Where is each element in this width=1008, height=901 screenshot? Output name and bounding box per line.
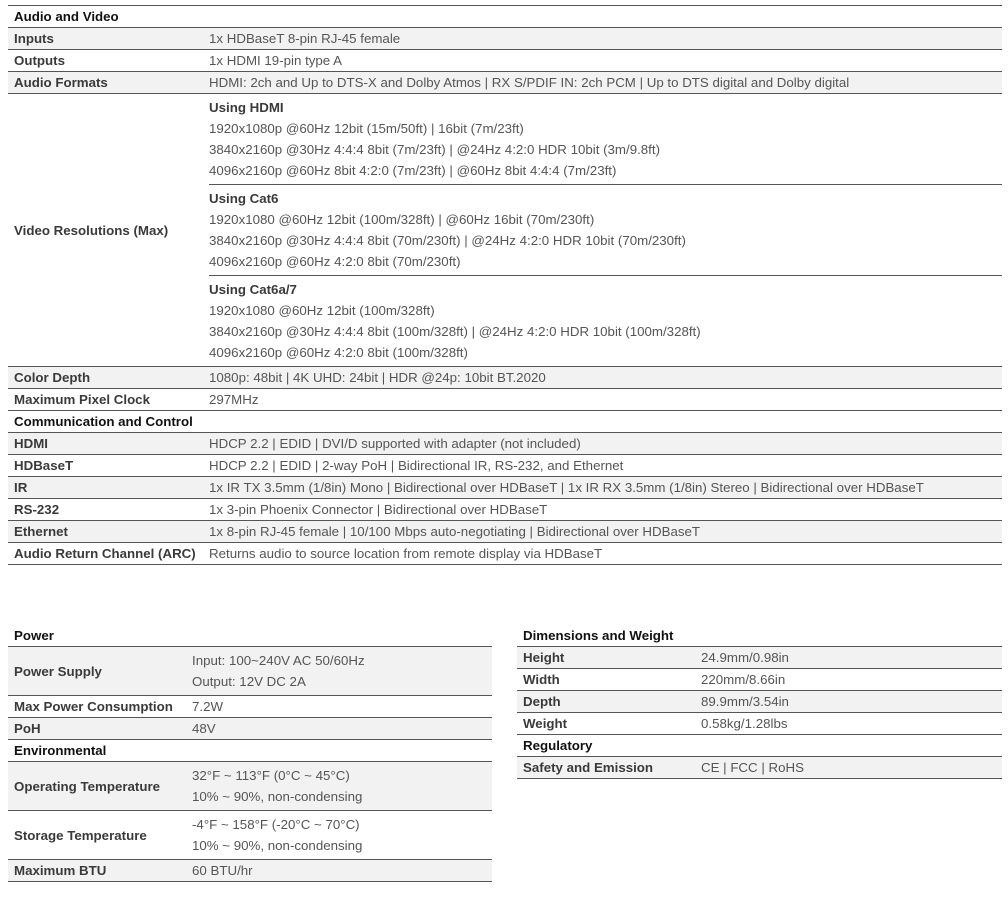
spec-value: 1x IR TX 3.5mm (1/8in) Mono | Bidirectional over HDBaseT | 1x IR RX 3.5mm (1/8in) Stereo | Bidirectional over HDBaseT xyxy=(203,477,1002,499)
spec-value: 1x 8-pin RJ-45 female | 10/100 Mbps auto-negotiating | Bidirectional over HDBaseT xyxy=(203,521,1002,543)
spec-value: HDCP 2.2 | EDID | 2-way PoH | Bidirectional IR, RS-232, and Ethernet xyxy=(203,455,1002,477)
spec-row-hdbaset xyxy=(8,455,1002,477)
spec-value: 1080p: 48bit | 4K UHD: 24bit | HDR @24p: 10bit BT.2020 xyxy=(203,367,1002,389)
section-regulatory xyxy=(517,735,1002,757)
section-power xyxy=(8,625,492,647)
spec-row-video-resolutions xyxy=(8,94,1002,367)
spec-label: Safety and Emission xyxy=(517,757,695,779)
spec-row-power-supply xyxy=(8,647,492,696)
spec-value xyxy=(186,647,492,696)
spec-row-outputs xyxy=(8,50,1002,72)
spec-value-line: -4°F ~ 158°F (-20°C ~ 70°C) xyxy=(192,817,360,832)
spec-label: Audio Formats xyxy=(8,72,203,94)
spec-label: Maximum BTU xyxy=(8,860,186,882)
spec-label: IR xyxy=(8,477,203,499)
resolution-group-title: Using Cat6 xyxy=(209,191,279,206)
section-title: Dimensions and Weight xyxy=(517,625,1002,647)
spec-label: PoH xyxy=(8,718,186,740)
spec-value: 7.2W xyxy=(186,696,492,718)
spec-table-dimensions-regulatory xyxy=(517,625,1002,779)
spec-value-video-resolutions xyxy=(203,94,1002,367)
section-audio-video xyxy=(8,6,1002,28)
resolution-line: 1920x1080p @60Hz 12bit (15m/50ft) | 16bit (7m/23ft) xyxy=(209,121,524,136)
section-environmental xyxy=(8,740,492,762)
spec-label: Inputs xyxy=(8,28,203,50)
spec-value: Returns audio to source location from remote display via HDBaseT xyxy=(203,543,1002,565)
spec-label: Maximum Pixel Clock xyxy=(8,389,203,411)
spec-row-height xyxy=(517,647,1002,669)
spec-label: Max Power Consumption xyxy=(8,696,186,718)
spec-row-storage-temperature xyxy=(8,811,492,860)
spec-value: 24.9mm/0.98in xyxy=(695,647,1002,669)
spec-value-line: Input: 100~240V AC 50/60Hz xyxy=(192,653,365,668)
spec-label: HDMI xyxy=(8,433,203,455)
spec-value-line: 32°F ~ 113°F (0°C ~ 45°C) xyxy=(192,768,350,783)
section-dimensions xyxy=(517,625,1002,647)
spec-value-line: 10% ~ 90%, non-condensing xyxy=(192,789,363,804)
spec-value: HDMI: 2ch and Up to DTS-X and Dolby Atmos | RX S/PDIF IN: 2ch PCM | Up to DTS digital and Dolby digital xyxy=(203,72,1002,94)
spec-value-line: 10% ~ 90%, non-condensing xyxy=(192,838,363,853)
resolution-group-cat6a7 xyxy=(209,275,1002,366)
resolution-group-cat6 xyxy=(209,184,1002,275)
spec-value: 1x HDBaseT 8-pin RJ-45 female xyxy=(203,28,1002,50)
spec-label: Weight xyxy=(517,713,695,735)
spec-row-rs232 xyxy=(8,499,1002,521)
resolution-line: 3840x2160p @30Hz 4:4:4 8bit (100m/328ft) | @24Hz 4:2:0 HDR 10bit (100m/328ft) xyxy=(209,324,701,339)
spec-row-poh xyxy=(8,718,492,740)
resolution-line: 3840x2160p @30Hz 4:4:4 8bit (70m/230ft) | @24Hz 4:2:0 HDR 10bit (70m/230ft) xyxy=(209,233,686,248)
section-title: Power xyxy=(8,625,492,647)
section-comm-control xyxy=(8,411,1002,433)
section-title: Regulatory xyxy=(517,735,1002,757)
resolution-group-title: Using HDMI xyxy=(209,100,284,115)
spec-value: 0.58kg/1.28lbs xyxy=(695,713,1002,735)
spec-value: HDCP 2.2 | EDID | DVI/D supported with adapter (not included) xyxy=(203,433,1002,455)
spec-row-ethernet xyxy=(8,521,1002,543)
spec-row-ir xyxy=(8,477,1002,499)
spec-label: RS-232 xyxy=(8,499,203,521)
spec-table-power-environmental xyxy=(8,625,492,882)
spec-label: Audio Return Channel (ARC) xyxy=(8,543,203,565)
resolution-line: 3840x2160p @30Hz 4:4:4 8bit (7m/23ft) | @24Hz 4:2:0 HDR 10bit (3m/9.8ft) xyxy=(209,142,661,157)
spec-value: 89.9mm/3.54in xyxy=(695,691,1002,713)
spec-value: 297MHz xyxy=(203,389,1002,411)
resolution-line: 1920x1080 @60Hz 12bit (100m/328ft) | @60Hz 16bit (70m/230ft) xyxy=(209,212,595,227)
spec-value: 60 BTU/hr xyxy=(186,860,492,882)
spec-label: Power Supply xyxy=(8,647,186,696)
spec-row-arc xyxy=(8,543,1002,565)
resolution-group-title: Using Cat6a/7 xyxy=(209,282,297,297)
spec-label: Width xyxy=(517,669,695,691)
spec-label: Storage Temperature xyxy=(8,811,186,860)
spec-value: 48V xyxy=(186,718,492,740)
resolution-line: 4096x2160p @60Hz 8bit 4:2:0 (7m/23ft) | @60Hz 8bit 4:4:4 (7m/23ft) xyxy=(209,163,617,178)
spec-table-main xyxy=(8,5,1002,565)
spec-row-max-power-consumption xyxy=(8,696,492,718)
section-title: Environmental xyxy=(8,740,492,762)
spec-value xyxy=(186,811,492,860)
spec-label: Height xyxy=(517,647,695,669)
resolution-line: 4096x2160p @60Hz 4:2:0 8bit (70m/230ft) xyxy=(209,254,461,269)
spec-value xyxy=(186,762,492,811)
spec-label: Color Depth xyxy=(8,367,203,389)
spec-label: Depth xyxy=(517,691,695,713)
spec-row-depth xyxy=(517,691,1002,713)
spec-row-inputs xyxy=(8,28,1002,50)
resolution-group-hdmi xyxy=(209,94,1002,184)
spec-label: HDBaseT xyxy=(8,455,203,477)
resolution-line: 1920x1080 @60Hz 12bit (100m/328ft) xyxy=(209,303,435,318)
spec-label: Outputs xyxy=(8,50,203,72)
section-title: Communication and Control xyxy=(8,411,1002,433)
spec-row-color-depth xyxy=(8,367,1002,389)
spec-label: Operating Temperature xyxy=(8,762,186,811)
spec-value: 220mm/8.66in xyxy=(695,669,1002,691)
spec-value: 1x HDMI 19-pin type A xyxy=(203,50,1002,72)
section-title: Audio and Video xyxy=(8,6,1002,28)
spec-row-maximum-btu xyxy=(8,860,492,882)
spec-row-hdmi xyxy=(8,433,1002,455)
spec-row-safety-emission xyxy=(517,757,1002,779)
spec-label: Ethernet xyxy=(8,521,203,543)
spec-row-max-pixel-clock xyxy=(8,389,1002,411)
spec-row-weight xyxy=(517,713,1002,735)
resolution-line: 4096x2160p @60Hz 4:2:0 8bit (100m/328ft) xyxy=(209,345,468,360)
spec-label: Video Resolutions (Max) xyxy=(8,94,203,367)
spec-row-audio-formats xyxy=(8,72,1002,94)
spec-value: 1x 3-pin Phoenix Connector | Bidirectional over HDBaseT xyxy=(203,499,1002,521)
spec-value: CE | FCC | RoHS xyxy=(695,757,1002,779)
spec-row-width xyxy=(517,669,1002,691)
spec-value-line: Output: 12V DC 2A xyxy=(192,674,306,689)
spec-row-operating-temperature xyxy=(8,762,492,811)
